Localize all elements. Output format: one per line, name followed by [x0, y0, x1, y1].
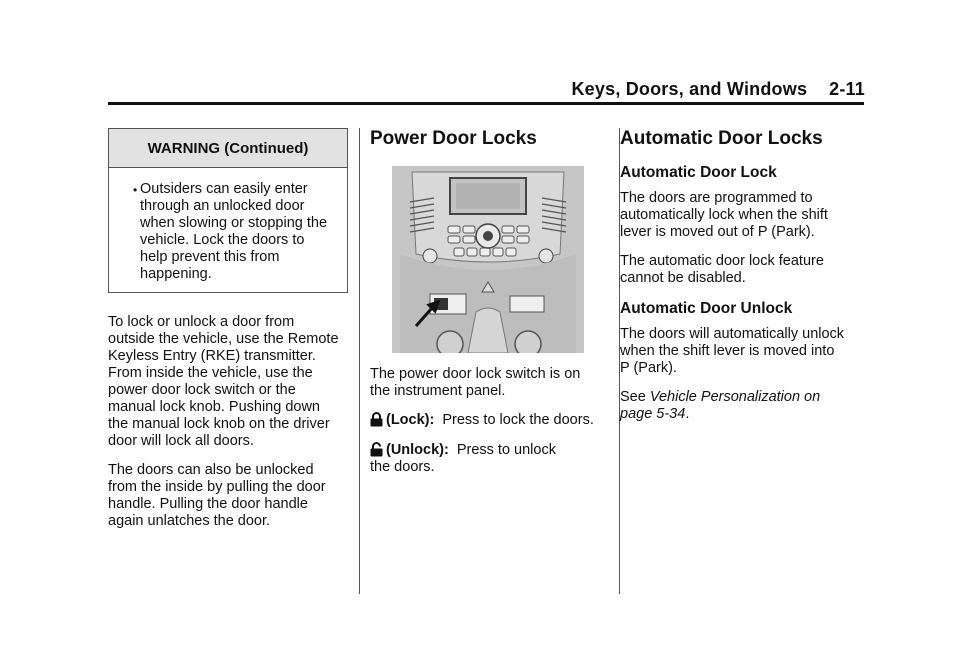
cross-reference-link[interactable]: page 5-34	[620, 406, 686, 422]
header-title	[571, 79, 865, 100]
body-paragraph	[108, 462, 350, 530]
text-line: automatically lock when the shift	[620, 207, 828, 223]
cross-reference	[620, 389, 868, 423]
lock-icon	[370, 412, 383, 427]
text-line: again unlatches the door.	[108, 513, 271, 529]
warning-line: Outsiders can easily enter	[140, 181, 308, 197]
lock-label: (Lock):	[386, 412, 435, 428]
warning-line: vehicle. Lock the doors to	[140, 232, 305, 248]
section-heading: Automatic Door Locks	[620, 128, 823, 149]
unlock-description-continued: the doors.	[370, 459, 435, 475]
text-line: From inside the vehicle, use the	[108, 365, 313, 381]
text-line: The doors can also be unlocked	[108, 462, 314, 478]
text-line: power door lock switch or the	[108, 382, 296, 398]
section-heading: Power Door Locks	[370, 128, 537, 149]
warning-line: happening.	[140, 266, 212, 282]
text-line: Keyless Entry (RKE) transmitter.	[108, 348, 316, 364]
text-line: the instrument panel.	[370, 383, 506, 399]
unlock-item	[370, 442, 606, 476]
unlock-icon	[370, 442, 383, 457]
text-line: outside the vehicle, use the Remote	[108, 331, 339, 347]
text-line: To lock or unlock a door from	[108, 314, 295, 330]
text-line: The doors will automatically unlock	[620, 326, 845, 342]
text-line: cannot be disabled.	[620, 270, 746, 286]
unlock-description: Press to unlock	[456, 442, 556, 458]
text-line: from the inside by pulling the door	[108, 479, 326, 495]
text-line: The automatic door lock feature	[620, 253, 824, 269]
warning-title: WARNING (Continued)	[109, 129, 347, 168]
warning-body	[109, 168, 347, 292]
column-1	[108, 128, 350, 542]
bullet-icon: •	[133, 183, 138, 197]
text-line: door will lock all doors.	[108, 433, 254, 449]
section-title: Keys, Doors, and Windows	[571, 79, 808, 99]
subsection-heading: Automatic Door Lock	[620, 164, 777, 181]
punctuation: .	[685, 406, 690, 422]
text-line: manual lock knob. Pushing down	[108, 399, 320, 415]
text-line: handle. Pulling the door handle	[108, 496, 308, 512]
instrument-panel-illustration	[392, 166, 584, 353]
text-line: The doors are programmed to	[620, 190, 813, 206]
text-line: lever is moved out of P (Park).	[620, 224, 815, 240]
lock-description: Press to lock the doors.	[442, 412, 594, 428]
column-3	[620, 128, 868, 435]
column-divider	[359, 128, 360, 594]
text-line: when the shift lever is moved into	[620, 343, 835, 359]
see-prefix: See	[620, 389, 650, 405]
body-paragraph	[108, 314, 350, 450]
lock-item	[370, 412, 606, 429]
page-number: 2-11	[829, 79, 865, 99]
header-rule	[108, 102, 864, 105]
text-line: the manual lock knob on the driver	[108, 416, 330, 432]
unlock-label: (Unlock):	[386, 442, 449, 458]
warning-line: through an unlocked door	[140, 198, 305, 214]
subsection-heading: Automatic Door Unlock	[620, 300, 793, 317]
warning-box	[108, 128, 348, 293]
body-paragraph	[620, 253, 868, 287]
cross-reference-link[interactable]: Vehicle Personalization on	[649, 389, 821, 405]
body-paragraph	[620, 190, 868, 241]
figure-caption	[370, 366, 606, 400]
warning-line: help prevent this from	[140, 249, 280, 265]
text-line: The power door lock switch is on	[370, 366, 581, 382]
body-paragraph	[620, 326, 868, 377]
text-line: P (Park).	[620, 360, 677, 376]
warning-line: when slowing or stopping the	[140, 215, 328, 231]
column-2	[370, 128, 606, 489]
